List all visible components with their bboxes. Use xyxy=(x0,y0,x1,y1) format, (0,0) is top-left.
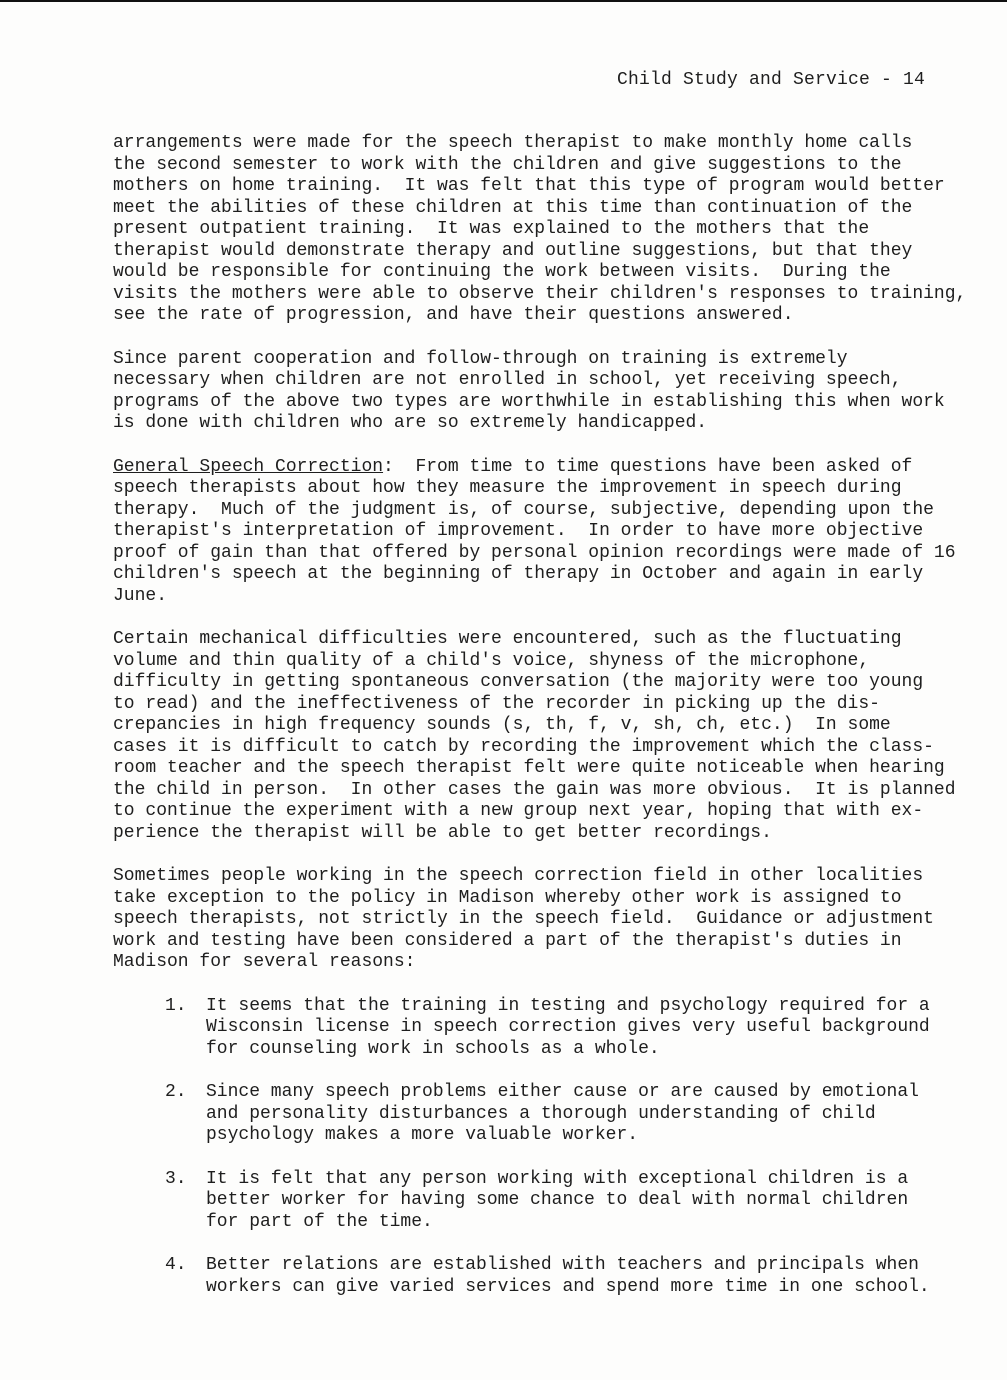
item-number-wrap xyxy=(113,996,206,1061)
line: Sometimes people working in the speech correction field in other localities xyxy=(113,866,924,886)
line: visits the mothers were able to observe their children's responses to training, xyxy=(113,283,967,304)
line: to read) and the ineffectiveness of the recorder in picking up the dis- xyxy=(113,693,880,714)
line: workers can give varied services and spend more time in one school. xyxy=(206,1276,930,1297)
line: room teacher and the speech therapist felt were quite noticeable when hearing xyxy=(113,758,945,778)
line: Wisconsin license in speech correction gives very useful background xyxy=(206,1017,930,1037)
line: the child in person. In other cases the gain was more obvious. It is planned xyxy=(113,779,956,800)
line: is done with children who are so extremely handicapped. xyxy=(113,413,708,433)
item-number: 3. xyxy=(165,1168,187,1189)
item-number: 2. xyxy=(165,1082,187,1102)
item-number: 4. xyxy=(165,1255,187,1275)
line: Since many speech problems either cause or are caused by emotional xyxy=(206,1082,919,1102)
line: children's speech at the beginning of therapy in October and again in early xyxy=(113,564,924,584)
line: proof of gain than that offered by personal opinion recordings were made of 16 xyxy=(113,542,956,563)
line: cases it is difficult to catch by recording the improvement which the class- xyxy=(113,736,934,757)
paragraph-mechanical-difficulties xyxy=(113,629,958,844)
item-number-wrap xyxy=(113,1082,206,1147)
list-item xyxy=(113,1255,958,1298)
line: better worker for having some chance to deal with normal children xyxy=(206,1190,909,1210)
item-text xyxy=(206,1082,919,1147)
line: see the rate of progression, and have their questions answered. xyxy=(113,305,794,325)
line: : From time to time questions have been asked of xyxy=(383,456,913,477)
line: for counseling work in schools as a whole. xyxy=(206,1038,660,1059)
line: and personality disturbances a thorough understanding of child xyxy=(206,1103,876,1124)
line: for part of the time. xyxy=(206,1211,433,1232)
line: mothers on home training. It was felt that this type of program would better xyxy=(113,176,945,196)
line: difficulty in getting spontaneous conversation (the majority were too young xyxy=(113,672,924,692)
paragraph-parent-cooperation xyxy=(113,349,958,435)
line: speech therapists about how they measure the improvement in speech during xyxy=(113,478,902,498)
list-item xyxy=(113,1082,958,1147)
paragraph-general-speech-correction xyxy=(113,457,958,608)
line: work and testing have been considered a part of the therapist's duties in xyxy=(113,930,902,951)
line: volume and thin quality of a child's voice, shyness of the microphone, xyxy=(113,650,870,671)
line: therapist's interpretation of improvement. In order to have more objective xyxy=(113,521,924,541)
line: Better relations are established with teachers and principals when xyxy=(206,1255,919,1275)
list-item xyxy=(113,1169,958,1234)
list-item xyxy=(113,996,958,1061)
line: to continue the experiment with a new group next year, hoping that with ex- xyxy=(113,801,924,821)
item-text xyxy=(206,996,930,1061)
line: perience the therapist will be able to get better recordings. xyxy=(113,822,772,843)
paragraph-madison-policy xyxy=(113,866,958,974)
line: therapist would demonstrate therapy and outline suggestions, but that they xyxy=(113,240,913,261)
line: June. xyxy=(113,585,168,606)
line: crepancies in high frequency sounds (s, th, f, v, sh, ch, etc.) In some xyxy=(113,715,891,735)
line: It is felt that any person working with exceptional children is a xyxy=(206,1168,909,1189)
item-number-wrap xyxy=(113,1255,206,1298)
line: speech therapists, not strictly in the speech field. Guidance or adjustment xyxy=(113,909,934,929)
item-text xyxy=(206,1169,908,1234)
line: arrangements were made for the speech therapist to make monthly home calls xyxy=(113,133,913,153)
running-head: Child Study and Service - 14 xyxy=(616,70,925,90)
line: take exception to the policy in Madison whereby other work is assigned to xyxy=(113,887,902,908)
line: therapy. Much of the judgment is, of course, subjective, depending upon the xyxy=(113,499,934,520)
line: It seems that the training in testing and psychology required for a xyxy=(206,995,930,1016)
reasons-list xyxy=(113,996,958,1299)
line: Since parent cooperation and follow-through on training is extremely xyxy=(113,348,848,369)
line: psychology makes a more valuable worker. xyxy=(206,1125,639,1145)
line: necessary when children are not enrolled in school, yet receiving speech, xyxy=(113,370,902,390)
paragraph-home-calls xyxy=(113,133,967,327)
line: programs of the above two types are worthwhile in establishing this when work xyxy=(113,391,945,412)
item-number-wrap xyxy=(113,1169,206,1234)
section-heading: General Speech Correction xyxy=(113,456,384,477)
line: would be responsible for continuing the work between visits. During the xyxy=(113,262,891,282)
item-number: 1. xyxy=(165,995,187,1016)
item-text xyxy=(206,1255,930,1298)
page-body xyxy=(113,133,967,1320)
line: the second semester to work with the children and give suggestions to the xyxy=(113,154,902,175)
line: Madison for several reasons: xyxy=(113,952,416,972)
line: present outpatient training. It was explained to the mothers that the xyxy=(113,219,870,239)
line: meet the abilities of these children at this time than continuation of the xyxy=(113,197,913,218)
line: Certain mechanical difficulties were encountered, such as the fluctuating xyxy=(113,629,902,649)
